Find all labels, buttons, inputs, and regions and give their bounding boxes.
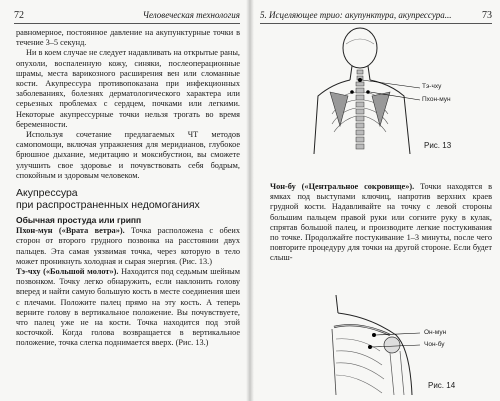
section-title-line-1: Акупрессура bbox=[16, 187, 78, 200]
paragraph-3: Используя сочетание предлагаемых ЧТ методов самопомощи, включая упражнения для меридианов, глубокое брюшное дыхание, медитацию и моксибустион, вы сможете улучшить свое здоровье и почувствовать себя бодрым, спокойным и здоровым человеком. bbox=[16, 130, 240, 180]
fig13-label-tae-chhu: Тэ-чху bbox=[422, 83, 442, 90]
fig14-label-chon-bu: Чон-бу bbox=[424, 341, 445, 348]
point-tae-chhu-text: Находится под седьмым шейным позвонком. Точку легко обнаружить, если наклонить голову вперед и найти самую большую кость в месте соединения шеи с плечами. Положите палец прямо на эту кость. А теперь верните голову в вертикальное положение. Вы почувствуете, что палец уже не на кости. Точка находится под этой косточкой. Когда голова возвращается в вертикальное положение, точка слегка поднимается вверх. (Рис. 13.) bbox=[16, 267, 240, 348]
fig13-label-phon-mun: Пхон-мун bbox=[422, 96, 451, 103]
paragraph-2: Ни в коем случае не следует надавливать на открытые раны, опухоли, воспаленную кожу, синяки, послеоперационные шрамы, места варикозного расширения вен или сломанные кости. Акупрессура противопоказана при инфекционных заболеваниях, болезнях дерматологического характера или серьезных проблемах с сердцем, почками или легкими. Некоторые акупрессурные точки нельзя трогать во время беременности. bbox=[16, 48, 240, 129]
subhead-cold-flu: Обычная простуда или грипп bbox=[16, 215, 142, 226]
right-page-number: 73 bbox=[482, 10, 492, 21]
left-header-rule bbox=[14, 23, 240, 24]
left-page bbox=[0, 0, 248, 401]
left-page-number: 72 bbox=[14, 10, 24, 21]
left-body bbox=[16, 28, 240, 349]
right-page bbox=[252, 0, 500, 401]
section-title-line-2: при распространенных недомоганиях bbox=[16, 199, 200, 212]
figure-14-shoulder-illustration bbox=[330, 295, 420, 395]
fig14-caption: Рис. 14 bbox=[428, 381, 456, 390]
right-header-rule bbox=[260, 23, 492, 24]
point-phon-mun-text: Точка расположена с обеих сторон от второго грудного позвонка на расстоянии двух пальцев. Эта самая уязвимая точка, через которую в тело может проникнуть холодная и сырая энергия. (Рис. 13.) bbox=[16, 226, 240, 266]
point-chon-bu-text: Точки находятся в ямках под выступами ключиц, напротив верхних краев грудной кости. Надавливайте на точку с левой стороны большим пальцем правой руки или согните руку в кулак, спрятав большой палец, и производите легкие постукивания по точке. Продолжайте постукивание 1–3 минуты, после чего повторите процедуру для точки на другой стороне. Если будет слыш- bbox=[270, 182, 492, 263]
right-running-head bbox=[260, 10, 492, 21]
left-running-head bbox=[14, 10, 240, 21]
point-chon-bu-name: Чон-бу («Центральное сокровище»). bbox=[270, 182, 415, 191]
point-tae-chhu-name: Тэ-чху («Большой молот»). bbox=[16, 267, 119, 277]
figure-13-back-illustration bbox=[312, 26, 422, 154]
right-running-title: 5. Исцеляющее трио: акупунктура, акупрессура... bbox=[260, 10, 452, 20]
paragraph-1: равномерное, постоянное давление на акупунктурные точки в течение 3–5 секунд. bbox=[16, 28, 240, 48]
fig13-caption: Рис. 13 bbox=[424, 141, 452, 150]
point-phon-mun-name: Пхон-мун («Врата ветра»). bbox=[16, 226, 125, 236]
point-tae-chhu bbox=[16, 267, 240, 349]
left-running-title: Человеческая технология bbox=[142, 10, 240, 20]
section-title bbox=[16, 187, 240, 211]
point-phon-mun bbox=[16, 226, 240, 267]
fig14-label-on-mun: Он-мун bbox=[424, 329, 447, 336]
point-chon-bu bbox=[270, 182, 492, 264]
right-body bbox=[270, 182, 492, 264]
